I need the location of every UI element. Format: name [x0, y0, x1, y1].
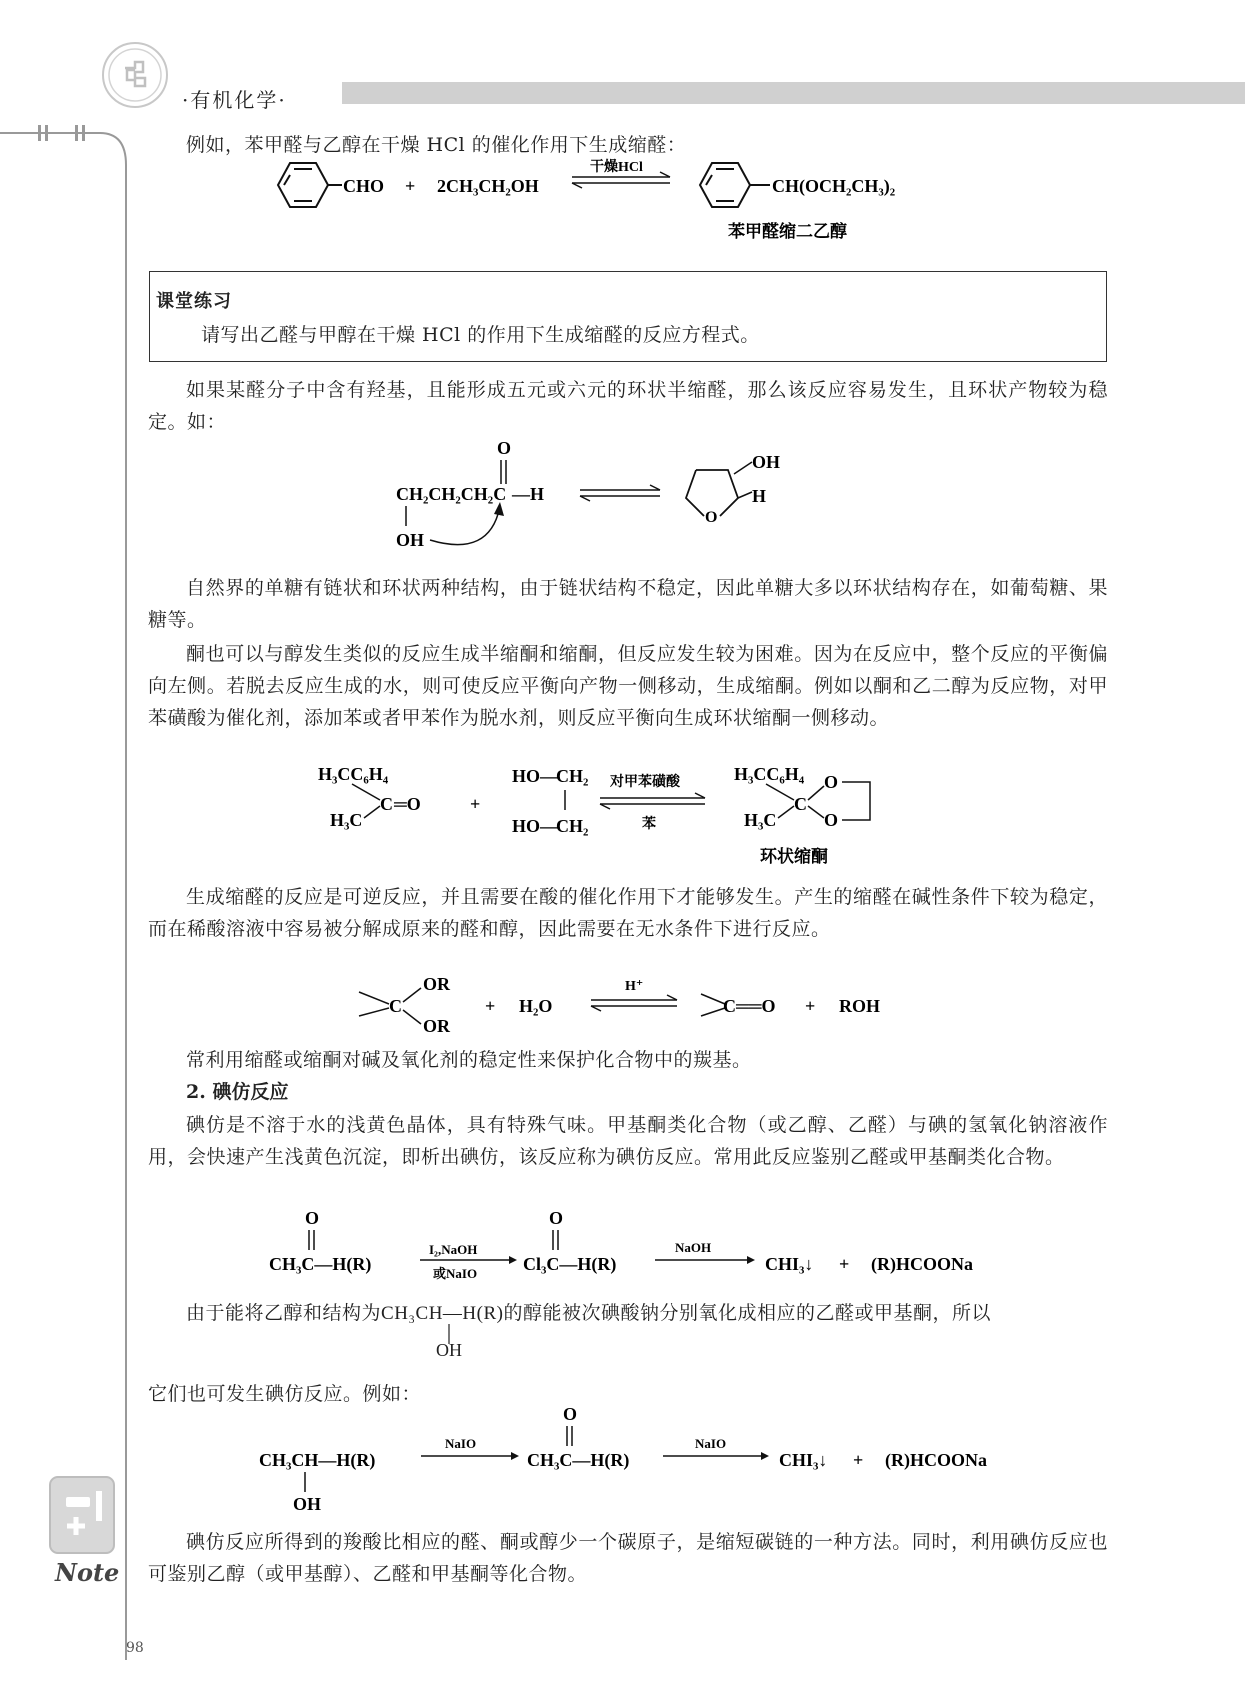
paragraph-iodoform: 碘仿是不溶于水的浅黄色晶体，具有特殊气味。甲基酮类化合物（或乙醇、乙醛）与碘的氢氧化钠溶液作用，会快速产生浅黄色沉淀，即析出碘仿，该反应称为碘仿反应。常用此反应鉴别乙醛或甲基酮类化合物。	[148, 1114, 1108, 1168]
reaction-iodoform-carbonyl	[265, 1208, 1005, 1288]
reaction-cyclic-hemiacetal	[390, 440, 850, 560]
header-title: ·有机化学·	[182, 88, 287, 112]
paragraph-protection: 常利用缩醛或缩酮对碱及氧化剂的稳定性来保护化合物中的羰基。	[186, 1049, 752, 1071]
r4-catalyst: H⁺	[625, 979, 644, 994]
r5-reagent2: NaOH	[675, 1240, 712, 1255]
paragraph-summary: 碘仿反应所得到的羧酸比相应的醛、酮或醇少一个碳原子，是缩短碳链的一种方法。同时，利用碘仿反应也可鉴别乙醇（或甲基醇）、乙醛和甲基酮等化合物。	[148, 1531, 1108, 1585]
note-icon	[48, 1475, 116, 1555]
r5-o2: O	[549, 1208, 564, 1228]
paragraph-examples: 它们也可发生碘仿反应。例如：	[148, 1383, 422, 1405]
r3-plus: +	[470, 794, 481, 814]
paragraph-acetal-hydrolysis: 生成缩醛的反应是可逆反应，并且需要在酸的催化作用下才能够发生。产生的缩醛在碱性条件下较为稳定，而在稀酸溶液中容易被分解成原来的醛和醇，因此需要在无水条件下进行反应。	[148, 886, 1108, 940]
r5-o1: O	[305, 1208, 320, 1228]
r4-or2: OR	[423, 1016, 450, 1036]
paragraph-cyclic-hemiacetal: 如果某醛分子中含有羟基，且能形成五元或六元的环状半缩醛，那么该反应容易发生，且环状产物较为稳定。如：	[148, 379, 1108, 433]
r1-ethanol: 2CH₃CH₂OH	[437, 176, 539, 196]
r6-product1: CHI₃↓	[779, 1450, 828, 1470]
r5-product2: (R)HCOONa	[871, 1254, 973, 1274]
r1-catalyst: 干燥HCl	[590, 160, 643, 175]
r4-roh: ROH	[839, 996, 881, 1016]
r3-p-top: H₃CC₆H₄	[734, 764, 805, 784]
r2-h: —H	[512, 484, 545, 504]
practice-text: 请写出乙醛与甲醇在干燥 HCl 的作用下生成缩醛的反应方程式。	[201, 324, 760, 346]
header-bar	[342, 82, 1245, 104]
r6-reagent1: NaIO	[445, 1436, 477, 1451]
paragraph-ketals: 酮也可以与醇发生类似的反应生成半缩酮和缩酮，但反应发生较为困难。因为在反应中，整个反应的平衡偏向左侧。若脱去反应生成的水，则可使反应平衡向产物一侧移动，生成缩酮。例如以酮和乙二醇为反应物，对甲苯磺酸为催化剂，添加苯或者甲苯作为脱水剂，则反应平衡向生成环状缩酮一侧移动。	[148, 643, 1108, 729]
p8-before: 由于能将乙醇和结构为	[186, 1302, 382, 1324]
r4-plus2: +	[805, 996, 816, 1016]
logo-emblem	[100, 40, 170, 110]
r1-product-name: 苯甲醛缩二乙醇	[728, 222, 847, 241]
r2-ring-h: H	[752, 486, 767, 506]
r3-p-o1: O	[824, 772, 839, 792]
practice-title: 课堂练习	[156, 291, 232, 312]
r2-ring-o: O	[705, 509, 718, 526]
section-title: 2. 碘仿反应	[186, 1081, 289, 1103]
r3-diol-bot-ho: HO—	[512, 816, 559, 836]
r6-reagent2: NaIO	[695, 1436, 727, 1451]
benzene-ring-icon	[700, 163, 750, 207]
r2-chain: CH₂CH₂CH₂C	[396, 484, 507, 504]
p8-after: 的醇能被次碘酸钠分别氧化成相应的乙醛或甲基酮，所以	[503, 1302, 991, 1324]
reaction-acetal-hydrolysis	[355, 970, 915, 1040]
r4-c: C	[389, 996, 402, 1016]
r3-diol-bot-ch: CH₂	[556, 816, 589, 836]
p8-oh: OH	[436, 1340, 462, 1360]
r4-plus1: +	[485, 996, 496, 1016]
paragraph-intro: 例如，苯甲醛与乙醇在干燥 HCl 的催化作用下生成缩醛：	[186, 134, 687, 156]
r1-cho: CHO	[343, 176, 385, 196]
r6-reactant: CH₃CH—H(R)	[259, 1450, 376, 1470]
paragraph-monosaccharides: 自然界的单糖有链状和环状两种结构，由于链状结构不稳定，因此单糖大多以环状结构存在，如葡萄糖、果糖等。	[148, 577, 1108, 631]
benzene-ring-icon	[278, 163, 328, 207]
r5-reagent-bottom: 或NaIO	[433, 1266, 478, 1281]
r1-plus: +	[405, 176, 416, 196]
r3-product-name: 环状缩酮	[760, 847, 828, 866]
r4-water: H₂O	[519, 996, 553, 1016]
r3-diol-top-ho: HO—	[512, 766, 559, 786]
r3-p-o2: O	[824, 810, 839, 830]
r3-catalyst: 对甲苯磺酸	[610, 775, 680, 790]
r3-solvent: 苯	[642, 817, 656, 832]
r3-r-top: H₃CC₆H₄	[318, 764, 389, 784]
reaction-iodoform-alcohol	[255, 1404, 1015, 1514]
r3-eq-o: ═O	[394, 794, 421, 814]
r3-diol-top-ch: CH₂	[556, 766, 589, 786]
r2-oh: OH	[396, 530, 425, 550]
r1-product: CH(OCH₂CH₃)₂	[772, 176, 896, 196]
reaction-cyclic-ketal	[310, 762, 950, 872]
r4-carbonyl: C══O	[723, 996, 776, 1016]
r4-or1: OR	[423, 974, 450, 994]
p8-formula: CH₃CH—H(R)	[381, 1303, 504, 1324]
page-number: 98	[126, 1640, 144, 1656]
r6-plus: +	[853, 1450, 864, 1470]
r2-ring-oh: OH	[752, 452, 781, 472]
margin-rule	[0, 120, 140, 1680]
r5-intermediate: Cl₃C—H(R)	[523, 1254, 617, 1274]
r6-oh: OH	[293, 1494, 322, 1514]
practice-box	[149, 271, 1107, 362]
r6-product2: (R)HCOONa	[885, 1450, 987, 1470]
r3-c: C	[380, 794, 393, 814]
r2-o: O	[497, 440, 512, 458]
note-label: Note	[55, 1558, 120, 1587]
r6-o: O	[563, 1404, 578, 1424]
r3-p-bottom: H₃C	[744, 810, 777, 830]
r3-r-bottom: H₃C	[330, 810, 363, 830]
reaction-benzaldehyde-acetal	[260, 155, 980, 255]
r5-reactant: CH₃C—H(R)	[269, 1254, 372, 1274]
r5-product1: CHI₃↓	[765, 1254, 814, 1274]
r5-reagent-top: I₂,NaOH	[429, 1242, 478, 1257]
r6-intermediate: CH₃C—H(R)	[527, 1450, 630, 1470]
r3-p-c: C	[794, 794, 807, 814]
paragraph-alcohol-oxidation	[186, 1298, 991, 1325]
r5-plus: +	[839, 1254, 850, 1274]
